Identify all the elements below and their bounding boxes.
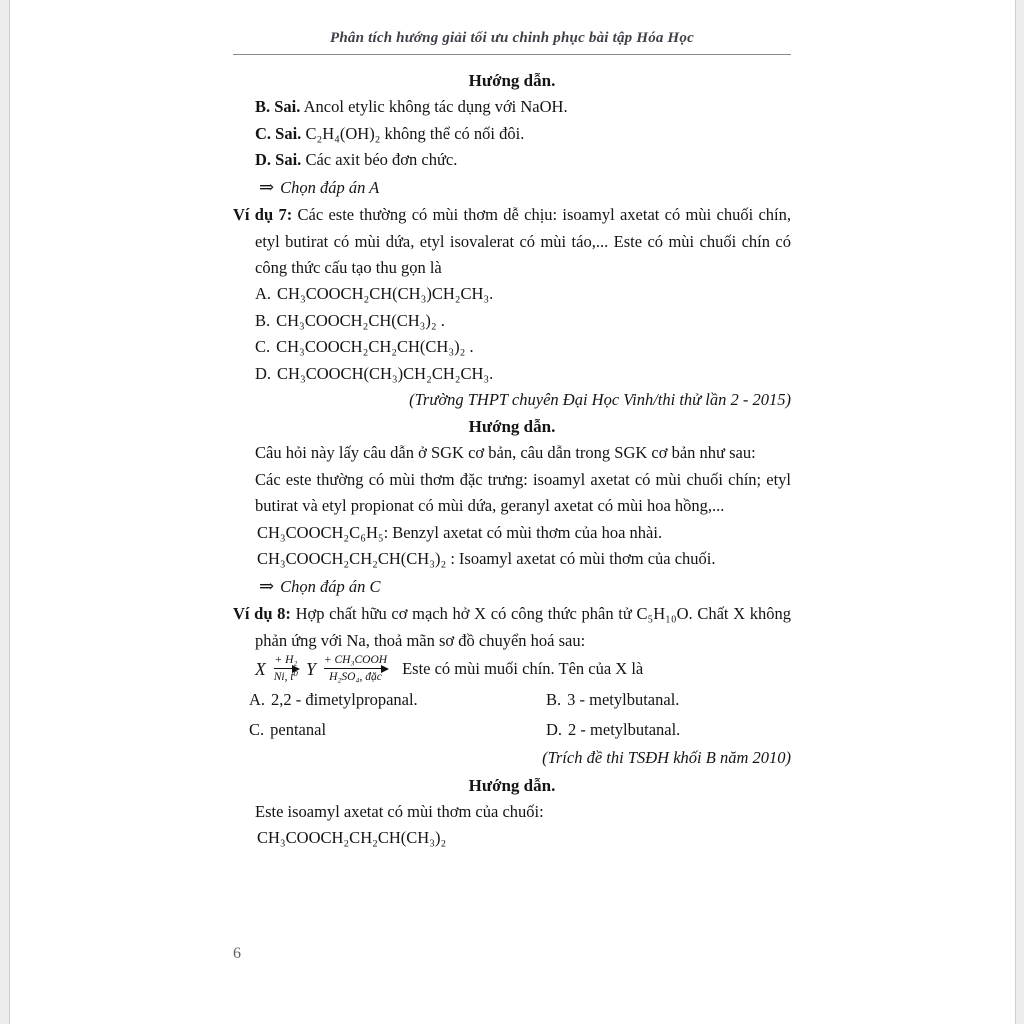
example-8-lead: Ví dụ 8:: [233, 604, 291, 624]
page-edge-left: [0, 0, 10, 1024]
option-8c-label: C.: [249, 719, 265, 739]
page-edge-right: [1015, 0, 1024, 1024]
arrow-1-top-label: + H₂: [274, 654, 298, 666]
option-7a-label: A.: [255, 284, 272, 304]
statement-c-lead: C. Sai.: [255, 123, 302, 143]
option-7d-label: D.: [255, 363, 272, 383]
option-7c: [233, 334, 791, 360]
closing-formula: CH₃COOCH₂CH₂CH(CH₃)₂: [257, 828, 447, 848]
example-7: [233, 202, 791, 281]
option-8a-text: 2,2 - đimetylpropanal.: [271, 690, 418, 710]
option-7b-formula: CH₃COOCH₂CH(CH₃)₂ .: [276, 310, 445, 330]
statement-d: [233, 147, 791, 173]
product-y: Y: [306, 659, 316, 680]
formula-benzyl-formula: CH₃COOCH₂C₆H₅:: [257, 522, 389, 542]
section-heading-1: Hướng dẫn.: [468, 71, 556, 90]
statement-c: [233, 121, 791, 147]
statement-d-text: Các axit béo đơn chức.: [301, 149, 458, 169]
option-7a-formula: CH₃COOCH₂CH(CH₃)CH₂CH₃.: [277, 284, 494, 304]
option-8b-label: B.: [546, 690, 562, 710]
source-citation-7: (Trường THPT chuyên Đại Học Vinh/thi thử lần 2 - 2015): [409, 389, 791, 409]
formula-isoamyl-text: Isoamyl axetat có mùi thơm của chuối.: [458, 549, 716, 569]
explain-paragraph-1: Câu hỏi này lấy câu dẫn ở SGK cơ bản, câu dẫn trong SGK cơ bản như sau:: [255, 443, 756, 463]
option-7c-formula: CH₃COOCH₂CH₂CH(CH₃)₂ .: [276, 337, 474, 357]
option-7d: [233, 361, 791, 387]
page-number: 6: [233, 945, 241, 962]
statement-d-lead: D. Sai.: [255, 149, 302, 169]
running-header-title: Phân tích hướng giải tối ưu chinh phục bài tập Hóa Học: [330, 30, 694, 46]
arrow-2-bottom-label: H₂SO₄, đặc: [329, 671, 382, 684]
answer-line-2: [233, 572, 791, 601]
reaction-tail-text: Este có mùi muối chín. Tên của X là: [402, 659, 644, 679]
section-heading-2: Hướng dẫn.: [468, 417, 556, 437]
page-content: [233, 67, 791, 852]
reaction-arrow-2: [321, 654, 390, 684]
option-7b: [233, 308, 791, 334]
option-8d-text: 2 - metylbutanal.: [568, 719, 681, 739]
option-8c: [249, 717, 546, 743]
statement-b-lead: B. Sai.: [255, 97, 301, 117]
implies-icon: ⇒: [259, 177, 275, 198]
section-heading-3: Hướng dẫn.: [468, 775, 556, 795]
option-7b-label: B.: [255, 310, 271, 330]
closing-text: Este isoamyl axetat có mùi thơm của chuối:: [255, 801, 544, 821]
document-page: [233, 30, 791, 852]
option-8d-label: D.: [546, 719, 563, 739]
option-8b: [546, 687, 791, 713]
statement-c-text: C₂H₄(OH)₂ không thể có nối đôi.: [301, 123, 525, 143]
answer-line-1: [233, 173, 791, 202]
option-8a-label: A.: [249, 690, 266, 710]
example-7-lead: Ví dụ 7:: [233, 205, 293, 225]
implies-icon: ⇒: [259, 576, 275, 597]
source-citation-8: (Trích đề thi TSĐH khối B năm 2010): [542, 748, 791, 768]
formula-isoamyl-formula: CH₃COOCH₂CH₂CH(CH₃)₂ :: [257, 549, 455, 569]
answer-1-text: Chọn đáp án A: [280, 178, 380, 198]
option-7a: [233, 281, 791, 307]
option-7d-formula: CH₃COOCH(CH₃)CH₂CH₂CH₃.: [277, 363, 494, 383]
reaction-scheme: [233, 654, 791, 684]
example-8-text: Hợp chất hữu cơ mạch hở X có công thức phân tử C₅H₁₀O. Chất X không phản ứng với Na, thoả mãn sơ đồ chuyển hoá sau:: [255, 604, 791, 650]
option-7c-label: C.: [255, 337, 271, 357]
options-example-8: [233, 687, 791, 743]
reaction-arrow-1: [271, 654, 301, 684]
arrow-1-bottom-label: Ni, t⁰: [273, 671, 299, 684]
formula-isoamyl: [233, 546, 791, 572]
explain-paragraph-2: Các este thường có mùi thơm đặc trưng: isoamyl axetat có mùi chuối chín; etyl butirat và etyl propionat có mùi dứa, geranyl axetat có mùi hoa hồng,...: [255, 469, 791, 516]
arrow-2-top-label: + CH₃COOH: [323, 654, 388, 666]
running-header: [233, 30, 791, 55]
option-8a: [249, 687, 546, 713]
example-7-text: Các este thường có mùi thơm dễ chịu: isoamyl axetat có mùi chuối chín, etyl butirat có mùi dứa, etyl isovalerat có mùi táo,... Este có mùi chuối chín có công thức cấu tạo thu gọn là: [255, 205, 791, 277]
option-8b-text: 3 - metylbutanal.: [567, 690, 680, 710]
option-8c-text: pentanal: [270, 719, 327, 739]
formula-benzyl-text: Benzyl axetat có mùi thơm của hoa nhài.: [392, 522, 663, 542]
formula-benzyl: [233, 520, 791, 546]
statement-b: [233, 94, 791, 120]
option-8d: [546, 717, 791, 743]
reactant-x: X: [255, 659, 266, 680]
arrow-line-icon: [274, 668, 298, 669]
statement-b-text: Ancol etylic không tác dụng với NaOH.: [300, 97, 568, 117]
arrow-line-icon: [324, 668, 387, 669]
example-8: [233, 601, 791, 654]
answer-2-text: Chọn đáp án C: [280, 577, 381, 597]
